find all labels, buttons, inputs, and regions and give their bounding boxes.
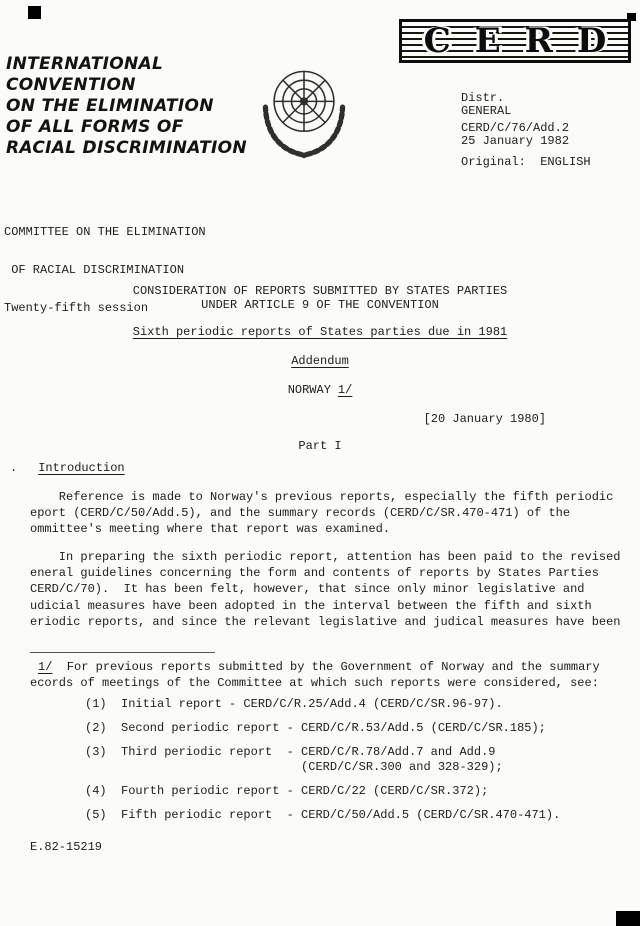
un-emblem-icon: [251, 56, 357, 168]
paragraph-1: [30, 489, 613, 538]
convention-title-line: RACIAL DISCRIMINATION: [6, 138, 247, 158]
footnote-item-line: (1) Initial report - CERD/C/R.25/Add.4 (CERD/C/SR.96-97).: [85, 697, 503, 711]
footnote-text: For previous reports submitted by the Government of Norway and the summary: [52, 660, 600, 674]
body-text-line: eneral guidelines concerning the form and contents of reports by States Parties: [30, 566, 599, 581]
footnote-reference: 1/: [337, 383, 353, 397]
committee-block: [4, 200, 206, 341]
cerd-stamp-text: CERD: [423, 21, 631, 61]
body-text-line: ommittee's meeting where that report was examined.: [30, 522, 391, 537]
convention-title-line: CONVENTION: [6, 75, 136, 95]
committee-line: COMMITTEE ON THE ELIMINATION: [4, 224, 206, 239]
session-line: Twenty-fifth session: [4, 301, 149, 316]
body-text-line: eport (CERD/C/50/Add.5), and the summary records (CERD/C/SR.470-471) of the: [30, 506, 571, 521]
stray-period-mark: .: [10, 461, 18, 475]
footnote-intro: [30, 659, 600, 691]
country-name: NORWAY: [287, 383, 331, 397]
paragraph-2: [30, 549, 621, 630]
distr-label: Distr.: [461, 91, 505, 105]
body-text-line: In preparing the sixth periodic report, attention has been paid to the revised: [30, 550, 621, 564]
section-heading-line: [10, 461, 125, 475]
body-text-line: Reference is made to Norway's previous reports, especially the fifth periodic: [30, 490, 614, 504]
footnote-report-list: [85, 697, 560, 823]
heading-line: CONSIDERATION OF REPORTS SUBMITTED BY STATES PARTIES: [132, 284, 508, 298]
document-heading: [0, 284, 640, 312]
doc-date: 25 January 1982: [461, 134, 570, 148]
footnote-item-line: (2) Second periodic report - CERD/C/R.53/Add.5 (CERD/C/SR.185);: [85, 721, 546, 735]
subject-title: Sixth periodic reports of States parties due in 1981: [132, 325, 508, 339]
committee-line: OF RACIAL DISCRIMINATION: [4, 262, 185, 277]
cerd-stamp: [399, 19, 631, 63]
document-sales-code: E.82-15219: [30, 840, 103, 854]
distr-type: GENERAL: [461, 104, 512, 118]
footnote-item-line: (CERD/C/SR.300 and 328-329);: [85, 760, 503, 774]
footnote-rule: [30, 652, 215, 653]
convention-title-line: INTERNATIONAL: [6, 54, 164, 74]
footnote-marker: 1/: [38, 660, 53, 674]
original-language: Original: ENGLISH: [461, 155, 591, 169]
country-line: [0, 383, 640, 397]
addendum-label: Addendum: [291, 354, 349, 368]
scan-artifact: [616, 911, 640, 926]
heading-line: UNDER ARTICLE 9 OF THE CONVENTION: [201, 298, 439, 312]
addendum-line: [0, 354, 640, 368]
section-title: Introduction: [38, 461, 125, 475]
convention-title-line: ON THE ELIMINATION: [6, 96, 214, 116]
distribution-block: [461, 92, 591, 169]
footnote-intro-line: ecords of meetings of the Committee at which such reports were considered, see:: [30, 676, 599, 690]
footnote-item-line: (5) Fifth periodic report - CERD/C/50/Add.5 (CERD/C/SR.470-471).: [85, 808, 561, 822]
footnote-intro-line: [30, 659, 600, 675]
body-text-line: eriodic reports, and since the relevant legislative and judical measures have been: [30, 614, 621, 629]
received-date: [20 January 1980]: [423, 412, 546, 426]
part-heading: Part I: [298, 439, 342, 453]
body-text-line: CERD/C/70). It has been felt, however, that since only minor legislative and: [30, 582, 585, 597]
convention-title-line: OF ALL FORMS OF: [6, 117, 184, 137]
convention-title: [6, 54, 254, 159]
body-text-line: udicial measures have been adopted in the interval between the fifth and sixth: [30, 598, 592, 613]
footnote-item-line: (4) Fourth periodic report - CERD/C/22 (CERD/C/SR.372);: [85, 784, 489, 798]
subject-line: [0, 325, 640, 339]
footnote-item-line: (3) Third periodic report - CERD/C/R.78/Add.7 and Add.9: [85, 745, 496, 759]
scan-artifact: [28, 6, 41, 19]
doc-symbol: CERD/C/76/Add.2: [461, 121, 570, 135]
